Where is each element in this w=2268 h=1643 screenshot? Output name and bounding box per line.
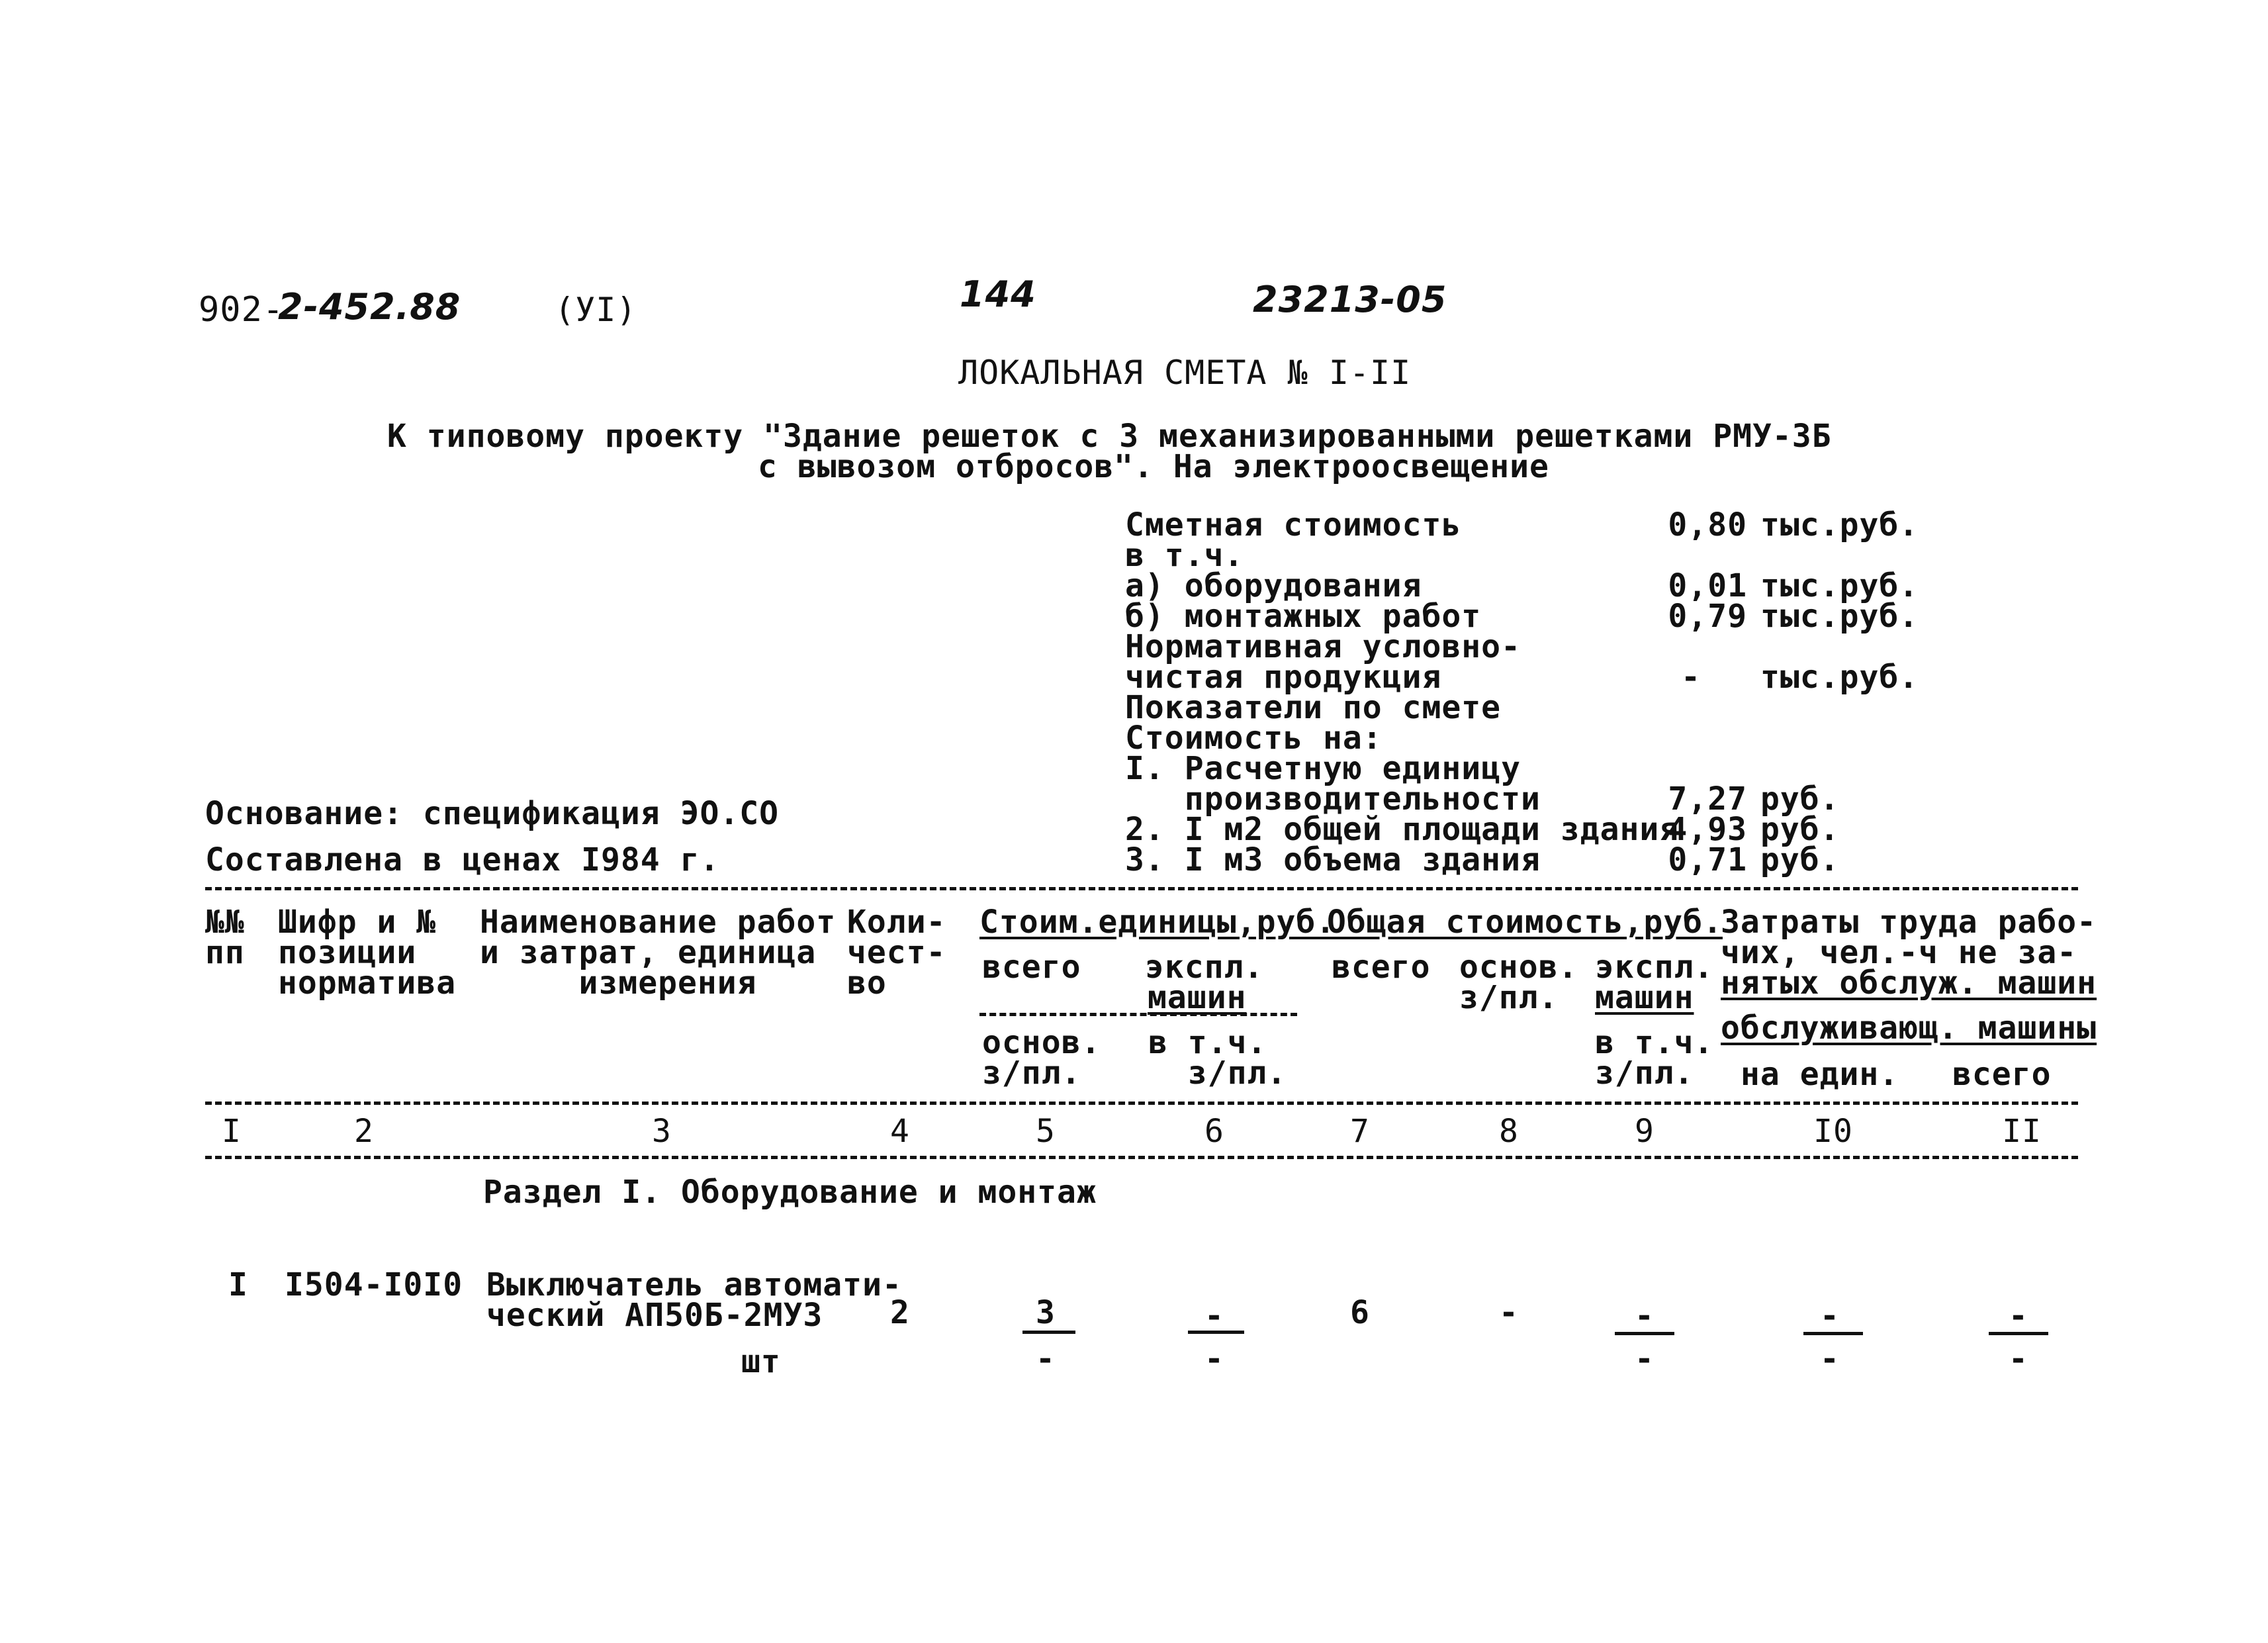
summary-label: а) оборудования: [1125, 567, 1422, 604]
row-col6-underline: [1188, 1331, 1244, 1334]
summary-label: 2. I м2 общей площади здания: [1125, 811, 1680, 848]
summary-label: Нормативная условно-: [1125, 628, 1521, 665]
row-col7: 6: [1350, 1294, 1370, 1331]
row-unit: шт: [741, 1343, 781, 1380]
header-col6-incl: в т.ч. з/пл.: [1148, 1024, 1287, 1092]
row-name: Выключатель автомати- ческий АП50Б-2МУЗ: [486, 1266, 902, 1334]
summary-unit: тыс.руб.: [1760, 598, 1919, 635]
row-code: I504-I0I0: [285, 1266, 463, 1303]
inventory-number: 23213-05: [1253, 279, 1447, 320]
summary-unit: тыс.руб.: [1760, 567, 1919, 604]
row-qty: 2: [890, 1294, 910, 1331]
summary-label: Показатели по смете: [1125, 689, 1502, 726]
summary-value: 0,79: [1668, 598, 1747, 635]
col-number: 3: [652, 1113, 672, 1150]
header-col6-mach2: машин: [1148, 979, 1247, 1016]
header-col6-mach: экспл.: [1145, 949, 1264, 986]
header-col5-base: основ. з/пл.: [982, 1024, 1101, 1092]
col-number: 8: [1499, 1113, 1519, 1150]
header-code: Шифр и № позиции норматива: [278, 904, 457, 1002]
summary-value: -: [1681, 659, 1701, 696]
row-col5-base: -: [1036, 1340, 1056, 1378]
summary-unit: руб.: [1760, 780, 1840, 818]
col-number: 5: [1036, 1113, 1056, 1150]
summary-value: 0,80: [1668, 506, 1747, 543]
subtitle-line-2: с вывозом отбросов". На электроосвещение: [758, 448, 1549, 485]
summary-label: чистая продукция: [1125, 659, 1442, 696]
header-sub-rule: [979, 1013, 1297, 1016]
header-total-cost: Общая стоимость,руб.: [1327, 904, 1723, 941]
summary-label: Сметная стоимость: [1125, 506, 1462, 543]
prices-line: Составлена в ценах I984 г.: [205, 841, 720, 878]
header-col8-base: основ. з/пл.: [1459, 949, 1578, 1016]
col-number: 6: [1204, 1113, 1224, 1150]
col-number: I0: [1813, 1113, 1853, 1150]
header-labor-serving: обслуживающ. машины: [1721, 1009, 2097, 1047]
header-labor: Затраты труда рабо- чих, чел.-ч не за-: [1721, 904, 2097, 971]
row-col9: -: [1635, 1297, 1655, 1335]
row-col10-base: -: [1820, 1340, 1840, 1378]
header-col7-total: всего: [1332, 949, 1431, 986]
basis-line: Основание: спецификация ЭО.СО: [205, 795, 780, 832]
row-col11-underline: [1989, 1332, 2048, 1335]
row-col5: 3: [1036, 1294, 1056, 1331]
row-col6: -: [1204, 1297, 1224, 1335]
header-qty: Коли- чест- во: [847, 904, 946, 1002]
section-heading: Раздел I. Оборудование и монтаж: [483, 1174, 1097, 1211]
summary-label: 3. I м3 объема здания: [1125, 841, 1541, 878]
summary-label: I. Расчетную единицу: [1125, 750, 1521, 787]
header-col9-mach2: машин: [1595, 979, 1694, 1016]
row-col9-base: -: [1635, 1340, 1655, 1378]
header-name: Наименование работ и затрат, единица измерения: [480, 904, 837, 1002]
col-number: I: [222, 1113, 242, 1150]
column-numbers-rule: [205, 1156, 2078, 1159]
doc-code-handwritten: 2-452.88: [278, 286, 461, 328]
header-per-unit: на един.: [1741, 1056, 1899, 1093]
row-col6-base: -: [1204, 1340, 1224, 1378]
volume-label: (УI): [555, 291, 637, 329]
summary-unit: тыс.руб.: [1760, 506, 1919, 543]
doc-code-prefix: 902-: [199, 290, 285, 330]
col-number: 7: [1350, 1113, 1370, 1150]
summary-unit: тыс.руб.: [1760, 659, 1919, 696]
header-col9-mach: экспл.: [1595, 949, 1714, 986]
row-col5-underline: [1022, 1331, 1075, 1334]
row-col10-underline: [1803, 1332, 1863, 1335]
row-col9-underline: [1615, 1332, 1674, 1335]
summary-unit: руб.: [1760, 841, 1840, 878]
row-col10: -: [1820, 1297, 1840, 1335]
row-col11-base: -: [2009, 1340, 2028, 1378]
summary-value: 0,71: [1668, 841, 1747, 878]
table-top-rule: [205, 887, 2078, 890]
header-nn: №№ пп: [205, 904, 245, 971]
col-number: II: [2002, 1113, 2042, 1150]
row-col8: -: [1499, 1294, 1519, 1331]
row-col11: -: [2009, 1297, 2028, 1335]
page-number: 144: [960, 273, 1036, 315]
header-col9-incl: в т.ч. з/пл.: [1595, 1024, 1714, 1092]
summary-value: 4,93: [1668, 811, 1747, 848]
summary-label: в т.ч.: [1125, 537, 1244, 574]
col-number: 9: [1635, 1113, 1655, 1150]
summary-unit: руб.: [1760, 811, 1840, 848]
row-number: I: [228, 1266, 248, 1303]
document-title: ЛОКАЛЬНАЯ СМЕТА № I-II: [958, 353, 1412, 392]
summary-value: 7,27: [1668, 780, 1747, 818]
col-number: 4: [890, 1113, 910, 1150]
subtitle-line-1: К типовому проекту "Здание решеток с 3 механизированными решетками РМУ-3Б: [387, 418, 1832, 455]
header-unit-cost: Стоим.единицы,руб.: [979, 904, 1336, 941]
col-number: 2: [354, 1113, 374, 1150]
header-labor-not-busy: нятых обслуж. машин: [1721, 964, 2097, 1002]
summary-label: б) монтажных работ: [1125, 598, 1482, 635]
summary-label: Стоимость на:: [1125, 720, 1383, 757]
header-col11-total: всего: [1952, 1056, 2052, 1093]
header-bottom-rule: [205, 1102, 2078, 1105]
summary-label: производительности: [1125, 780, 1541, 818]
header-col5-total: всего: [982, 949, 1081, 986]
summary-value: 0,01: [1668, 567, 1747, 604]
